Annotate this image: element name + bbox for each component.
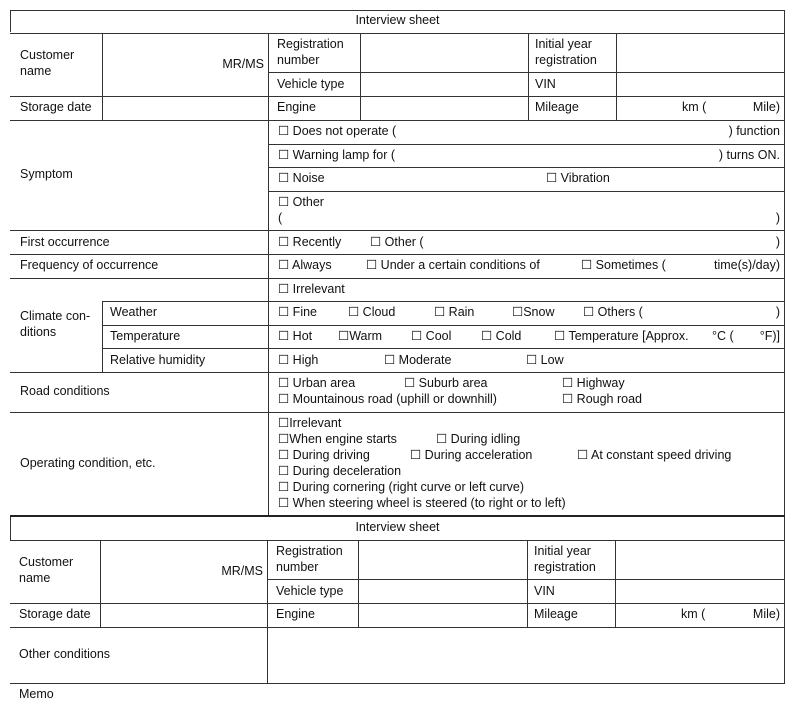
vin-label: VIN [535, 77, 556, 91]
noise-checkbox[interactable]: ☐ Noise [278, 171, 325, 185]
certain-conditions-checkbox[interactable]: ☐ Under a certain conditions of [366, 258, 540, 272]
recently-checkbox[interactable]: ☐ Recently [278, 235, 342, 249]
vin-label-2: VIN [534, 584, 555, 598]
sheet2-title: Interview sheet [355, 520, 440, 534]
initial-year-registration-label: Initial year registration [535, 37, 597, 67]
suburb-checkbox[interactable]: ☐ Suburb area [404, 376, 488, 390]
vehicle-type-label: Vehicle type [277, 77, 345, 91]
other-paren-close: ) [775, 211, 780, 225]
engine-label-2: Engine [276, 607, 315, 621]
mr-ms-label: MR/MS [222, 57, 264, 71]
other-paren-open: ( [278, 211, 283, 225]
times-per-day: time(s)/day) [714, 258, 780, 272]
symptom-label: Symptom [20, 167, 73, 181]
highway-checkbox[interactable]: ☐ Highway [562, 376, 625, 390]
other-conditions-label: Other conditions [19, 647, 111, 661]
storage-date-label: Storage date [20, 100, 92, 114]
urban-checkbox[interactable]: ☐ Urban area [278, 376, 356, 390]
rain-checkbox[interactable]: ☐ Rain [434, 305, 475, 319]
humidity-label: Relative humidity [110, 353, 206, 367]
customer-name-label-2: Customer name [19, 555, 74, 585]
registration-number-label: Registration number [277, 37, 344, 67]
storage-date-label-2: Storage date [19, 607, 91, 621]
temperature-label: Temperature [110, 329, 181, 343]
deceleration-checkbox[interactable]: ☐ During deceleration [278, 464, 402, 478]
low-checkbox[interactable]: ☐ Low [526, 353, 564, 367]
others-weather-checkbox[interactable]: ☐ Others ( [583, 305, 643, 319]
constant-speed-checkbox[interactable]: ☐ At constant speed driving [577, 448, 732, 462]
warm-checkbox[interactable]: ☐Warm [338, 329, 383, 343]
km-unit: km ( [682, 100, 707, 114]
other-symptom-checkbox[interactable]: ☐ Other [278, 195, 324, 209]
mr-ms-label-2: MR/MS [221, 564, 263, 578]
mileage-label-2: Mileage [534, 607, 578, 621]
engine-starts-checkbox[interactable]: ☐When engine starts [278, 432, 397, 446]
weather-label: Weather [110, 305, 158, 319]
steering-checkbox[interactable]: ☐ When steering wheel is steered (to right or to left) [278, 496, 566, 510]
mountainous-checkbox[interactable]: ☐ Mountainous road (uphill or downhill) [278, 392, 497, 406]
vibration-checkbox[interactable]: ☐ Vibration [546, 171, 610, 185]
celsius-unit: °C ( [712, 329, 734, 343]
customer-name-label: Customer name [20, 48, 75, 78]
operating-condition-label: Operating condition, etc. [20, 456, 156, 470]
acceleration-checkbox[interactable]: ☐ During acceleration [410, 448, 533, 462]
cool-checkbox[interactable]: ☐ Cool [411, 329, 452, 343]
high-checkbox[interactable]: ☐ High [278, 353, 319, 367]
mile-unit-2: Mile) [752, 607, 780, 621]
mileage-label: Mileage [535, 100, 579, 114]
others-weather-close: ) [775, 305, 780, 319]
fine-checkbox[interactable]: ☐ Fine [278, 305, 317, 319]
always-checkbox[interactable]: ☐ Always [278, 258, 332, 272]
sheet1-title: Interview sheet [355, 13, 440, 27]
snow-checkbox[interactable]: ☐Snow [512, 305, 555, 319]
hot-checkbox[interactable]: ☐ Hot [278, 329, 313, 343]
climate-label: Climate con- ditions [20, 309, 91, 339]
cloud-checkbox[interactable]: ☐ Cloud [348, 305, 396, 319]
km-unit-2: km ( [681, 607, 706, 621]
warning-lamp-checkbox[interactable]: ☐ Warning lamp for ( [278, 148, 396, 162]
engine-label: Engine [277, 100, 316, 114]
idling-checkbox[interactable]: ☐ During idling [436, 432, 521, 446]
sometimes-checkbox[interactable]: ☐ Sometimes ( [581, 258, 666, 272]
climate-irrelevant-checkbox[interactable]: ☐ Irrelevant [278, 282, 345, 296]
cornering-checkbox[interactable]: ☐ During cornering (right curve or left curve) [278, 480, 525, 494]
driving-checkbox[interactable]: ☐ During driving [278, 448, 370, 462]
does-not-operate-checkbox[interactable]: ☐ Does not operate ( [278, 124, 397, 138]
first-other-close: ) [775, 235, 780, 249]
function-close: ) function [728, 124, 780, 138]
temperature-approx-checkbox[interactable]: ☐ Temperature [Approx. [554, 329, 689, 343]
initial-year-registration-label-2: Initial year registration [534, 544, 596, 574]
frequency-label: Frequency of occurrence [20, 258, 159, 272]
cold-checkbox[interactable]: ☐ Cold [481, 329, 522, 343]
mile-unit: Mile) [752, 100, 780, 114]
rough-road-checkbox[interactable]: ☐ Rough road [562, 392, 643, 406]
registration-number-label-2: Registration number [276, 544, 343, 574]
first-occurrence-label: First occurrence [20, 235, 110, 249]
turns-on-close: ) turns ON. [718, 148, 780, 162]
road-conditions-label: Road conditions [20, 384, 110, 398]
memo-label: Memo [19, 687, 54, 701]
fahrenheit-unit: °F)] [759, 329, 780, 343]
first-other-checkbox[interactable]: ☐ Other ( [370, 235, 424, 249]
moderate-checkbox[interactable]: ☐ Moderate [384, 353, 452, 367]
vehicle-type-label-2: Vehicle type [276, 584, 344, 598]
operating-irrelevant-checkbox[interactable]: ☐Irrelevant [278, 416, 342, 430]
